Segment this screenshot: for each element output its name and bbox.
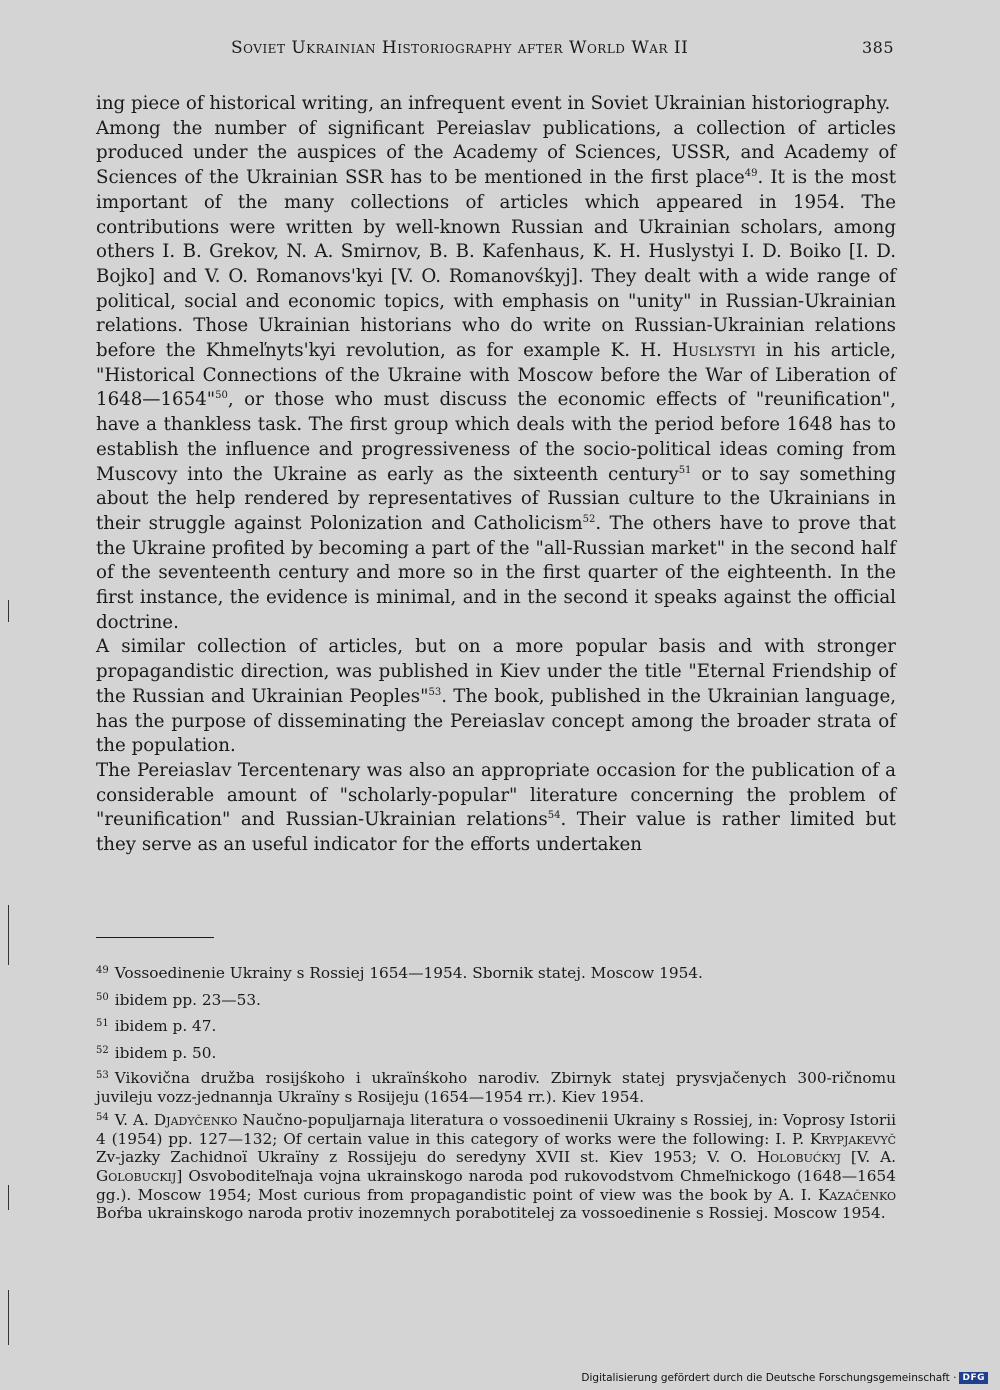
footnotes [96, 961, 896, 1226]
footnote-ref-54[interactable]: 54 [547, 810, 561, 822]
body-text [96, 92, 896, 858]
author-name: Golobuckij [96, 1166, 177, 1185]
footnote-ref-52[interactable]: 52 [582, 513, 596, 525]
footnote-ref-53[interactable]: 53 [428, 686, 442, 698]
digitization-footer [581, 1372, 988, 1384]
paragraph-2: Among the number of significant Pereiaslav publications, a collection of articles produced under the auspices of the Academy of Sciences, USSR, and Academy of Sciences of the Ukrainian SSR has to be mentioned in the first place$^{49}$. It is the most important of the many collections of articles which appeared in 1954. The contributions were written by well-known Russian and Ukrainian scholars, among others I. B. Grekov, N. A. Smirnov, B. B. Kafenhaus, K. H. Huslystyi I. D. Boiko [I. D. Bojko] and V. O. Romanovs'kyi [V. O. Romanovśkyj]. They dealt with a wide range of political, social and economic topics, with emphasis on "unity" in Russian-Ukrainian relations. Those Ukrainian historians who do write on Russian-Ukrainian relations before the Khmeľnyts'kyi revolution, as for example K. H. Huslystyi in his article, "Historical Connections of the Ukraine with Moscow before the War of Liberation of 1648—1654"$^{50}$, or those who must discuss the economic effects of "reunification", have a thankless task. The first group which deals with the period before 1648 has to establish the influence and progressiveness of the socio-political ideas coming from Muscovy into the Ukraine as early as the sixteenth century$^{51}$ or to say something about the help rendered by representatives of Russian culture to the Ukrainians in their struggle against Polonization and Catholicism$^{52}$. The others have to prove that the Ukraine profited by becoming a part of the "all-Russian market" in the second half of the seventeenth century and more so in the first quarter of the eighteenth. In the first instance, the evidence is minimal, and in the second it speaks against the official doctrine. [96, 117, 896, 633]
scan-margin-mark [8, 600, 9, 622]
footnote-50: $^{50}$ ibidem pp. 23—53. [96, 990, 261, 1009]
running-head: Soviet Ukrainian Historiography after World War II [231, 38, 689, 58]
funding-note: Digitalisierung gefördert durch die Deutsche Forschungsgemeinschaft · [581, 1372, 957, 1384]
author-name: V. A. Djadyčenko [114, 1111, 238, 1130]
footnote-ref-51[interactable]: 51 [678, 464, 692, 476]
footnote-53: $^{53}$ Vikovična družba rosijśkoho i ukraïnśkoho narodiv. Zbirnyk statej prysvjačenych 300-ričnomu juvileju vozz-jednannja Ukraïny s Rosijeju (1654—1954 rr.). Kiev 1954. [96, 1069, 896, 1106]
dfg-logo: DFG [959, 1372, 988, 1384]
paragraph-1: ing piece of historical writing, an infrequent event in Soviet Ukrainian historiography. [96, 93, 891, 114]
author-name: Krypjakevyč [809, 1129, 896, 1148]
page-number: 385 [861, 38, 894, 57]
footnote-49: $^{49}$ Vossoedinenie Ukrainy s Rossiej 1654—1954. Sbornik statej. Moscow 1954. [96, 964, 703, 982]
footnote-51: $^{51}$ ibidem p. 47. [96, 1017, 217, 1035]
footnote-rule [96, 937, 214, 938]
scan-margin-mark [8, 1185, 9, 1210]
author-name: Kazačenko [818, 1185, 896, 1204]
author-name: Huslystyi [672, 340, 756, 362]
scan-margin-mark [8, 1290, 9, 1345]
paragraph-4: The Pereiaslav Tercentenary was also an appropriate occasion for the publication of a considerable amount of "scholarly-popular" literature concerning the problem of "reunification" and Russian-Ukrainian relations$^{54}$. Their value is rather limited but they serve as an useful indicator for the efforts undertaken [96, 759, 896, 856]
footnote-ref-50[interactable]: 50 [215, 390, 228, 402]
footnote-ref-49[interactable]: 49 [744, 168, 758, 180]
footnote-54: $^{54}$ V. A. Djadyčenko Naučno-populjarnaja literatura o vossoedinenii Ukrainy s Rossiej, in: Voprosy Istorii 4 (1954) pp. 127—132; Of certain value in this category of works were the following: I. P. Krypjakevyč Zv-jazky Zachidnoï Ukraïny z Rossijeju do seredyny XVII st. Kiev 1953; V. O. Holobućkyj [V. A. Golobuckij] Osvoboditeľnaja vojna ukrainskogo naroda pod rukovodstvom Chmeľnickogo (1648—1654 gg.). Moscow 1954; Most curious from propagandistic point of view was the book by A. I. Kazačenko Boŕba ukrainskogo naroda protiv inozemnych porabotitelej za vossoedinenie s Rossiej. Moscow 1954. [96, 1111, 896, 1223]
author-name: Holobućkyj [756, 1148, 841, 1167]
footnote-52: $^{52}$ ibidem p. 50. [96, 1043, 217, 1062]
paragraph-3: A similar collection of articles, but on a more popular basis and with stronger propagandistic direction, was published in Kiev under the title "Eternal Friendship of the Russian and Ukrainian Peoples"$^{53}$. The book, published in the Ukrainian language, has the purpose of disseminating the Pereiaslav concept among the broader strata of the population. [96, 636, 897, 757]
scan-margin-mark [8, 905, 9, 965]
